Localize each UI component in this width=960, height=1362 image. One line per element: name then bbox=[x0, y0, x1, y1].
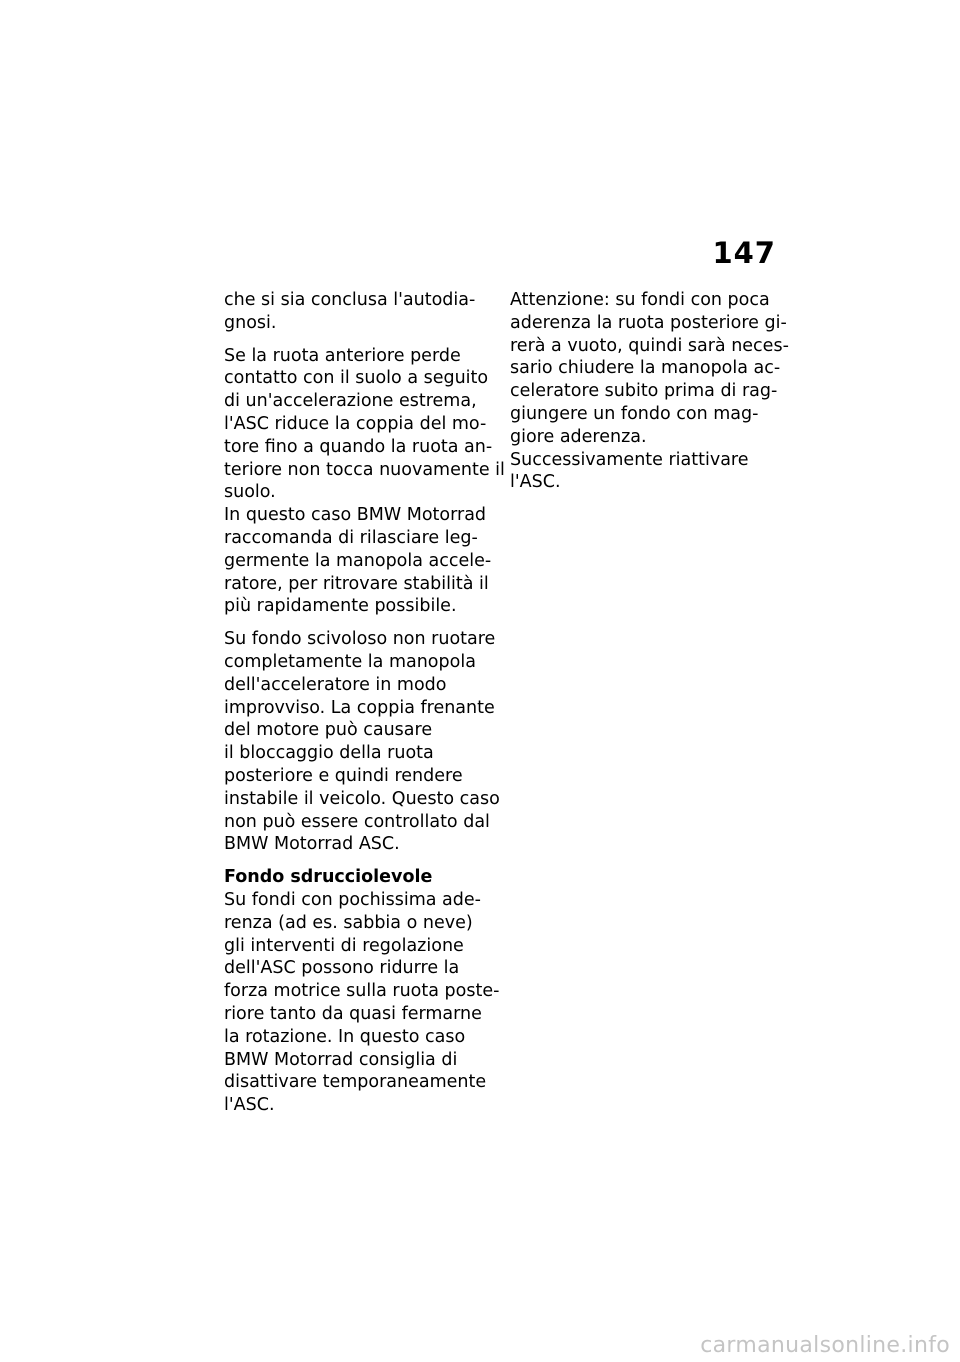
text-line: BMW Motorrad ASC. bbox=[224, 834, 400, 855]
text-line: raccomanda di rilasciare leg- bbox=[224, 527, 478, 548]
text-line: la rotazione. In questo caso bbox=[224, 1026, 466, 1047]
text-line: posteriore e quindi rendere bbox=[224, 765, 463, 786]
text-line: suolo. bbox=[224, 482, 276, 503]
text-line: contatto con il suolo a seguito bbox=[224, 368, 489, 389]
text-line: In questo caso BMW Motorrad bbox=[224, 505, 487, 526]
section-fondo-sdrucciolevole bbox=[224, 866, 500, 1117]
text-line: completamente la manopola bbox=[224, 651, 476, 672]
text-line: che si sia conclusa l'autodia- bbox=[224, 290, 476, 310]
text-line: di un'accelerazione estrema, bbox=[224, 391, 477, 412]
text-line: BMW Motorrad consiglia di bbox=[224, 1049, 458, 1070]
paragraph-front-wheel-lift bbox=[224, 345, 505, 619]
text-line: Su fondo scivoloso non ruotare bbox=[224, 629, 496, 650]
text-line: Successivamente riattivare bbox=[510, 449, 749, 470]
text-line: giore aderenza. bbox=[510, 426, 647, 447]
text-line: sario chiudere la manopola ac- bbox=[510, 358, 781, 379]
text-line: celeratore subito prima di rag- bbox=[510, 381, 778, 402]
text-line: il bloccaggio della ruota bbox=[224, 743, 434, 764]
paragraph-slippery-surface bbox=[224, 628, 500, 856]
text-line: gnosi. bbox=[224, 312, 277, 333]
text-line: l'ASC riduce la coppia del mo- bbox=[224, 413, 487, 434]
text-line: Attenzione: su fondi con poca bbox=[510, 290, 770, 310]
section-heading: Fondo sdrucciolevole bbox=[224, 867, 433, 888]
text-line: germente la manopola accele- bbox=[224, 550, 492, 571]
text-line: rerà a vuoto, quindi sarà neces- bbox=[510, 335, 789, 356]
text-line: Su fondi con pochissima ade- bbox=[224, 889, 481, 910]
text-line: dell'acceleratore in modo bbox=[224, 674, 447, 695]
paragraph-autodiagnosis bbox=[224, 289, 496, 335]
text-line: giungere un fondo con mag- bbox=[510, 403, 759, 424]
text-line: teriore non tocca nuovamente il bbox=[224, 459, 505, 480]
text-line: più rapidamente possibile. bbox=[224, 596, 457, 617]
right-column bbox=[510, 289, 789, 504]
text-line: gli interventi di regolazione bbox=[224, 935, 464, 956]
text-line: riore tanto da quasi fermarne bbox=[224, 1003, 482, 1024]
text-line: disattivare temporaneamente bbox=[224, 1072, 487, 1093]
text-line: ratore, per ritrovare stabilità il bbox=[224, 573, 489, 594]
text-line: non può essere controllato dal bbox=[224, 811, 490, 832]
left-column bbox=[224, 289, 505, 1127]
text-line: l'ASC. bbox=[224, 1095, 275, 1116]
text-line: instabile il veicolo. Questo caso bbox=[224, 788, 500, 809]
text-line: forza motrice sulla ruota poste- bbox=[224, 981, 500, 1002]
watermark: carmanualsonline.info bbox=[700, 1333, 950, 1358]
text-line: renza (ad es. sabbia o neve) bbox=[224, 912, 473, 933]
paragraph-attention bbox=[510, 289, 789, 494]
text-line: l'ASC. bbox=[510, 472, 561, 493]
text-line: dell'ASC possono ridurre la bbox=[224, 958, 460, 979]
text-line: aderenza la ruota posteriore gi- bbox=[510, 312, 787, 333]
page-number: 147 bbox=[712, 236, 776, 270]
text-line: improvviso. La coppia frenante bbox=[224, 697, 495, 718]
text-line: tore fino a quando la ruota an- bbox=[224, 436, 493, 457]
text-line: del motore può causare bbox=[224, 720, 433, 741]
text-line: Se la ruota anteriore perde bbox=[224, 345, 461, 366]
